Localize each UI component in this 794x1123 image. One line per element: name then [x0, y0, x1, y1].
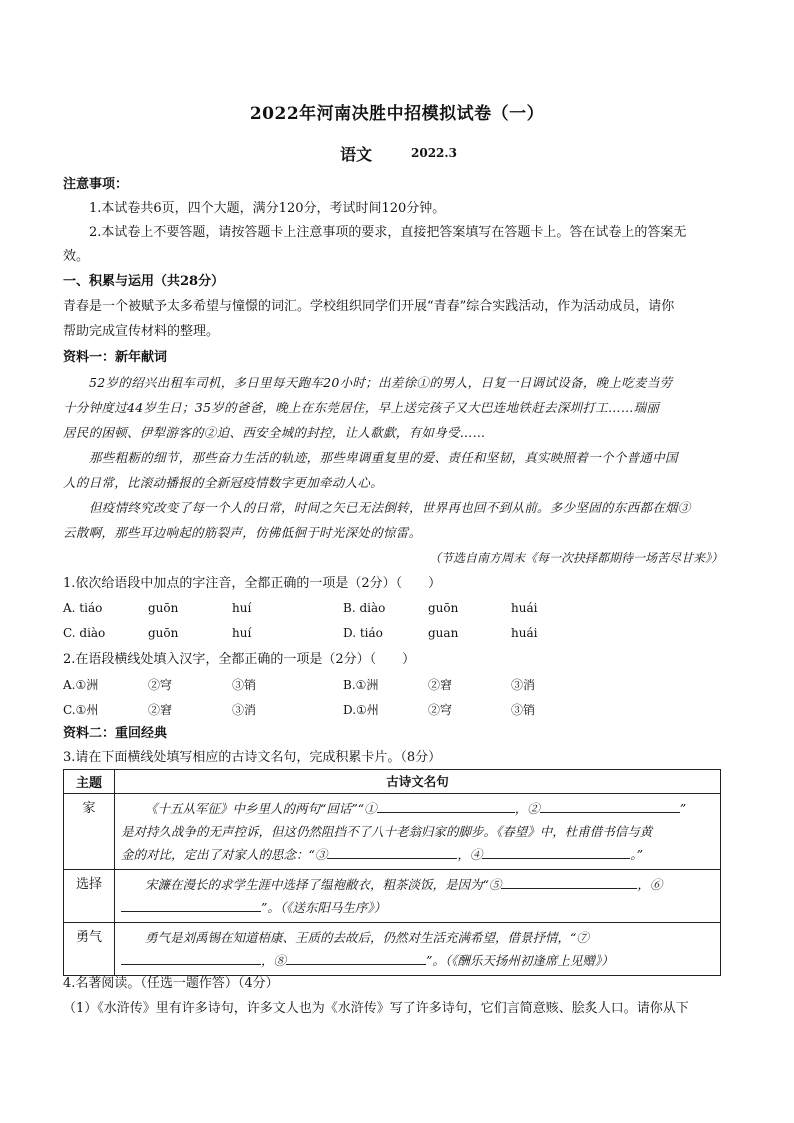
- home-line-2: 是对持久战争的无声控诉，但这仍然阻挡不了八十老翁归家的脚步。《春望》中，杜甫借书信与黄: [121, 824, 653, 839]
- notice-item-1: 1.本试卷共6页，四个大题，满分120分，考试时间120分钟。: [89, 201, 446, 216]
- passage-para1: 52岁的绍兴出租车司机，多日里每天跑车20小时；出差徐①的男人，日复一日调试设备，晚上吃麦当劳: [89, 375, 673, 390]
- passage-para2: 那些粗粝的细节，那些奋力生活的轨迹，那些卑调重复里的爱、责任和坚韧，真实映照着一个个普通中国: [89, 450, 678, 465]
- passage-para3: 但疫情终究改变了每一个人的日常，时间之矢已无法倒转，世界再也回不到从前。多少坚固的东西都在烟③: [89, 500, 691, 515]
- home-text-3c: 。”: [630, 847, 644, 862]
- table-row: [64, 870, 721, 923]
- q2-option-b-3: ③消: [511, 678, 536, 692]
- q1-option-b-2: guōn: [428, 601, 459, 615]
- question-3: 3.请在下面横线处填写相应的古诗文名句，完成积累卡片。（8分）: [63, 750, 442, 765]
- home-line-1: [121, 797, 714, 820]
- question-2: 2.在语段横线处填入汉字，全都正确的一项是（2分）（ ）: [63, 652, 416, 667]
- question-4: 4.名著阅读。（任选一题作答）（4分）: [63, 976, 279, 991]
- q2-option-d-2: ②穹: [428, 703, 453, 717]
- notice-item-2: 2.本试卷上不要答题，请按答题卡上注意事项的要求，直接把答案填写在答题卡上。答在试卷上的答案无: [89, 225, 687, 240]
- row-theme-courage: 勇气: [64, 923, 115, 976]
- q1-option-b-3: huái: [511, 601, 538, 615]
- choice-text-2: ”。（《送东阳马生序》）: [261, 900, 387, 915]
- q2-option-c-3: ③消: [232, 703, 257, 717]
- courage-line-2: [121, 949, 714, 972]
- q2-option-d: D.①州: [343, 703, 379, 717]
- courage-text-2b: ”。（《酬乐天扬州初逢席上见赠》）: [426, 953, 614, 968]
- q2-option-a: A.①洲: [63, 678, 99, 692]
- q2-option-b: B.①洲: [343, 678, 379, 692]
- exam-date: 2022.3: [411, 146, 457, 160]
- home-text-1a: 《十五从军征》中乡里人的两句“回话”“①: [145, 801, 377, 816]
- home-text-1b: ，②: [514, 801, 540, 816]
- row-content-choice: [115, 870, 721, 923]
- q1-option-b: B. diào: [343, 601, 386, 615]
- passage-source: （节选自南方周末《每一次抉择都期待一场苦尽甘来》）: [428, 551, 723, 565]
- passage-para3-line2: 云散啊，那些耳边响起的筋裂声，仿佛低徊于时光深处的惊雷。: [63, 525, 422, 540]
- notice-heading: 注意事项：: [63, 177, 129, 192]
- q2-option-b-2: ②窘: [428, 678, 453, 692]
- q1-option-c-3: huí: [232, 626, 252, 640]
- choice-text-1b: ，⑥: [637, 877, 663, 892]
- q1-option-d: D. tiáo: [343, 626, 383, 640]
- question-1: 1.依次给语段中加点的字注音，全都正确的一项是（2分）（ ）: [63, 576, 442, 591]
- q2-option-c-2: ②窘: [148, 703, 173, 717]
- blank-6[interactable]: [121, 898, 261, 912]
- q1-option-c-2: guōn: [148, 626, 179, 640]
- q1-option-d-2: guan: [428, 626, 459, 640]
- q1-option-a-3: huí: [232, 601, 252, 615]
- section1-intro-cont: 帮助完成宣传材料的整理。: [63, 324, 220, 339]
- accumulation-card-table: [63, 769, 721, 976]
- passage-para2-line2: 人的日常，比滚动播报的全新冠疫情数字更加牵动人心。: [63, 475, 384, 490]
- home-line-3: [121, 843, 714, 866]
- row-theme-home: 家: [64, 794, 115, 870]
- choice-line-2: [121, 896, 714, 919]
- q2-option-d-3: ③销: [511, 703, 536, 717]
- q2-option-a-2: ②穹: [148, 678, 173, 692]
- courage-line-1: 勇气是刘禹锡在知道梧康、王质的去故后，仍然对生活充满希望，借景抒情，“⑦: [145, 930, 589, 945]
- q1-option-c: C. diào: [63, 626, 106, 640]
- blank-3[interactable]: [327, 845, 457, 859]
- row-content-courage: [115, 923, 721, 976]
- blank-7[interactable]: [121, 951, 261, 965]
- table-header-theme: 主题: [64, 770, 115, 794]
- question-4-1: （1）《水浒传》里有许多诗句，许多文人也为《水浒传》写了许多诗句，它们言简意赅、脍炙人口。请你从下: [63, 1001, 689, 1016]
- material2-heading: 资料二：重回经典: [63, 726, 168, 741]
- table-header-row: [64, 770, 721, 794]
- q1-option-d-3: huái: [511, 626, 538, 640]
- table-row: [64, 923, 721, 976]
- blank-1[interactable]: [377, 799, 515, 813]
- notice-item-2-cont: 效。: [63, 249, 90, 264]
- table-header-quotes: 古诗文名句: [115, 770, 721, 794]
- q2-option-a-3: ③销: [232, 678, 257, 692]
- row-content-home: [115, 794, 721, 870]
- material1-heading: 资料一：新年献词: [63, 350, 168, 365]
- section1-intro: 青春是一个被赋予太多希望与憧憬的词汇。学校组织同学们开展“青春”综合实践活动，作为活动成员，请你: [63, 299, 675, 314]
- q1-option-a: A. tiáo: [63, 601, 103, 615]
- blank-4[interactable]: [482, 845, 630, 859]
- home-text-3b: ，④: [457, 847, 483, 862]
- q1-option-a-2: guōn: [148, 601, 179, 615]
- row-theme-choice: 选择: [64, 870, 115, 923]
- blank-5[interactable]: [501, 875, 637, 889]
- choice-line-1: [121, 873, 714, 896]
- blank-8[interactable]: [286, 951, 426, 965]
- courage-text-2a: ，⑧: [261, 953, 287, 968]
- q2-option-c: C.①州: [63, 703, 99, 717]
- home-text-1c: ”: [679, 801, 687, 816]
- passage-para1-line2: 十分钟度过44岁生日；35岁的爸爸，晚上在东莞居住，早上送完孩子又大巴连地铁赶去深圳打工……瑞丽: [63, 400, 660, 415]
- passage-para1-line3: 居民的困顿、伊犁游客的②迫、西安全城的封控，让人欷歔，有如身受……: [63, 425, 486, 440]
- blank-2[interactable]: [540, 799, 680, 813]
- section1-heading: 一、积累与运用（共28分）: [63, 274, 225, 289]
- choice-text-1a: 宋濂在漫长的求学生涯中选择了缊袍敝衣，粗茶淡饭，是因为“⑤: [145, 877, 502, 892]
- subject-label: 语文: [340, 145, 373, 164]
- table-row: [64, 794, 721, 870]
- page-title: 2022年河南决胜中招模拟试卷（一）: [249, 104, 545, 124]
- home-text-3a: 金的对比，定出了对家人的思念：“③: [121, 847, 328, 862]
